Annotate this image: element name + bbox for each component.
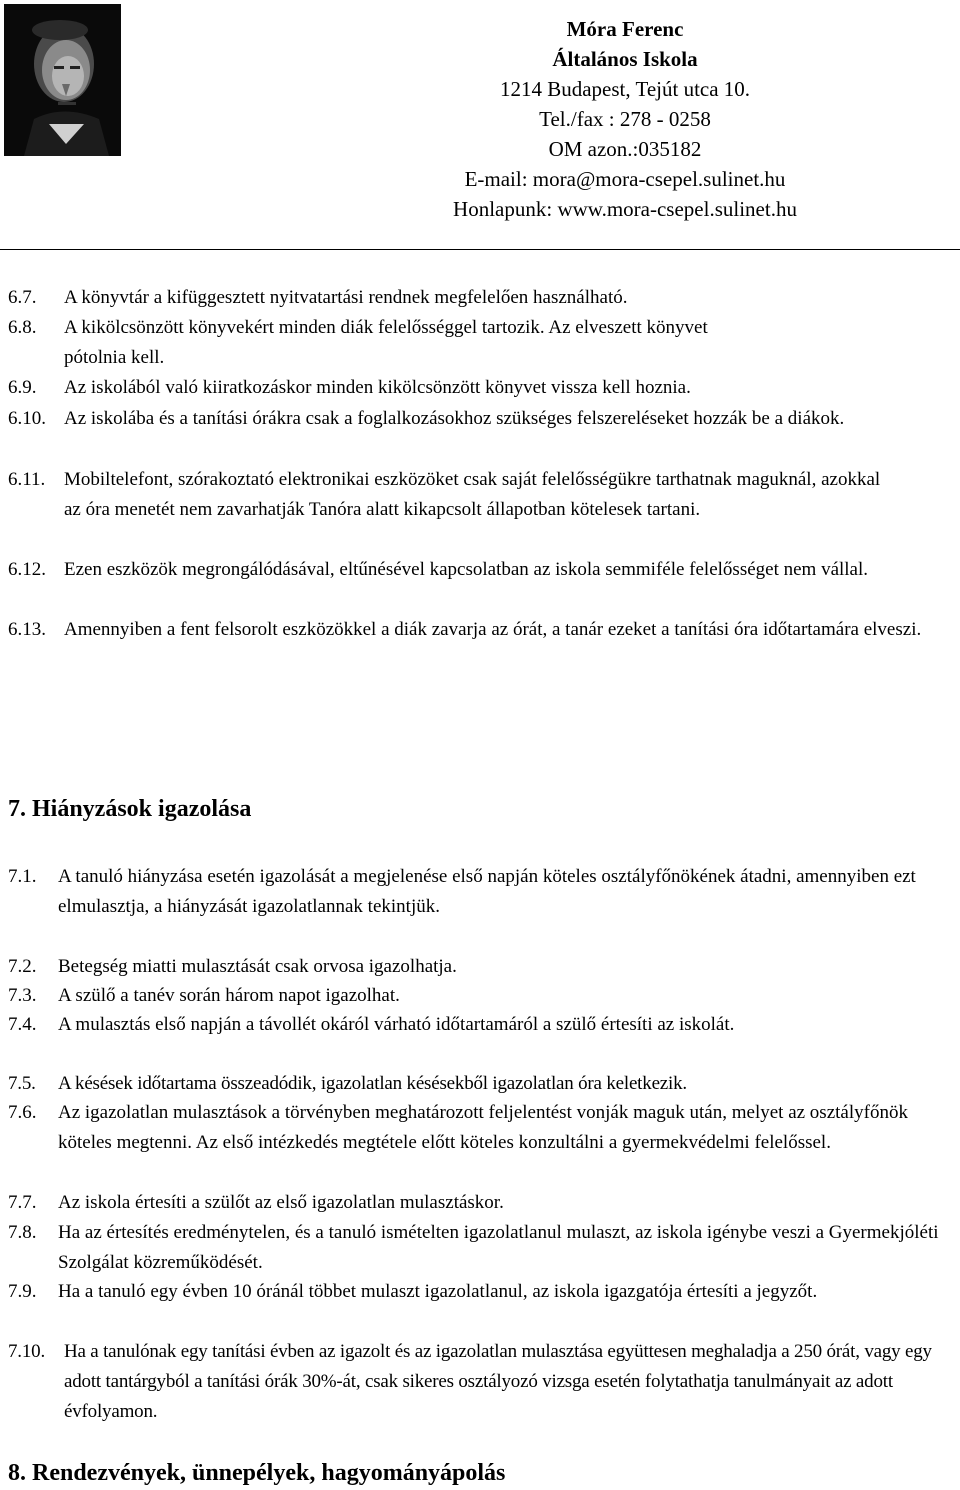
school-website: Honlapunk: www.mora-csepel.sulinet.hu xyxy=(453,197,797,221)
item-number: 6.7. xyxy=(8,287,37,308)
list-item-6-8 xyxy=(8,313,954,373)
list-item-7-10 xyxy=(8,1337,954,1427)
item-number: 6.10. xyxy=(8,408,46,429)
item-text: Mobiltelefont, szórakoztató elektronikai eszközöket csak saját felelősségükre tarthatnak maguknál, azokkal az óra menetét nem zavarhatják Tanóra alatt kikapcsolt állapotban kötelesek tartani. xyxy=(64,469,881,520)
list-item-7-6 xyxy=(8,1098,954,1158)
item-number: 7.6. xyxy=(8,1102,37,1123)
list-item-7-7 xyxy=(8,1188,954,1218)
item-text: A mulasztás első napján a távollét okáról várható időtartamáról a szülő értesíti az iskolát. xyxy=(58,1014,735,1035)
item-text: A kikölcsönzött könyvekért minden diák felelősséggel tartozik. Az elveszett könyvet pótolnia kell. xyxy=(64,317,708,368)
item-text: Az iskola értesíti a szülőt az első igazolatlan mulasztáskor. xyxy=(58,1192,504,1213)
item-text: A késések időtartama összeadódik, igazolatlan késésekből igazolatlan óra keletkezik. xyxy=(58,1073,687,1094)
item-number: 6.8. xyxy=(8,317,37,338)
list-item-6-11 xyxy=(8,465,954,525)
section-heading-7: 7. Hiányzások igazolása xyxy=(8,796,252,822)
school-name-line1: Móra Ferenc xyxy=(566,17,684,41)
item-number: 7.5. xyxy=(8,1073,36,1094)
list-item-6-12 xyxy=(8,555,954,585)
item-text: Az igazolatlan mulasztások a törvényben meghatározott feljelentést vonják maguk után, melyet az osztályfőnök köteles megtenni. Az első intézkedés megtétele előtt köteles konzultálni a gyermekvédelmi felelőssel. xyxy=(58,1102,908,1153)
school-name-line2: Általános Iskola xyxy=(552,47,698,71)
section-heading-8: 8. Rendezvények, ünnepélyek, hagyományápolás xyxy=(8,1460,506,1486)
list-item-7-3 xyxy=(8,981,954,1011)
item-text: A könyvtár a kifüggesztett nyitvatartási rendnek megfelelően használható. xyxy=(64,287,628,308)
item-text: Betegség miatti mulasztását csak orvosa igazolhatja. xyxy=(58,956,457,977)
list-item-7-5 xyxy=(8,1069,954,1099)
item-text: A szülő a tanév során három napot igazolhat. xyxy=(58,985,400,1006)
list-item-7-9 xyxy=(8,1277,954,1307)
list-item-7-4 xyxy=(8,1010,954,1040)
item-text: Ha a tanulónak egy tanítási évben az igazolt és az igazolatlan mulasztása együttesen meghaladja a 250 órát, vagy egy adott tantárgyból a tanítási órák 30%-át, csak sikeres osztályozó vizsga esetén folytathatja tanulmányait az adott évfolyamon. xyxy=(64,1341,932,1422)
item-number: 7.10. xyxy=(8,1341,46,1362)
list-item-6-7 xyxy=(8,283,954,313)
item-number: 6.9. xyxy=(8,377,37,398)
school-address: 1214 Budapest, Tejút utca 10. xyxy=(499,77,751,101)
item-number: 7.2. xyxy=(8,956,37,977)
item-number: 7.3. xyxy=(8,985,37,1006)
list-item-6-13 xyxy=(8,615,954,645)
list-item-6-9 xyxy=(8,373,954,403)
list-item-7-8 xyxy=(8,1218,954,1278)
school-phone: Tel./fax : 278 - 0258 xyxy=(539,107,711,131)
item-text: Ha a tanuló egy évben 10 óránál többet mulaszt igazolatlanul, az iskola igazgatója értesíti a jegyzőt. xyxy=(58,1281,818,1302)
item-number: 6.11. xyxy=(8,469,46,490)
item-number: 7.9. xyxy=(8,1281,37,1302)
item-text: Az iskolába és a tanítási órákra csak a foglalkozásokhoz szükséges felszereléseket hozzák be a diákok. xyxy=(64,408,845,429)
item-number: 7.7. xyxy=(8,1192,37,1213)
item-number: 6.13. xyxy=(8,619,46,640)
item-number: 7.8. xyxy=(8,1222,37,1243)
list-item-7-2 xyxy=(8,952,954,982)
header-divider xyxy=(0,249,960,250)
portrait-image xyxy=(4,4,121,156)
item-number: 7.1. xyxy=(8,866,37,887)
item-text: A tanuló hiányzása esetén igazolását a megjelenése első napján köteles osztályfőnökének átadni, amennyiben ezt elmulasztja, a hiányzását igazolatlannak tekintjük. xyxy=(58,866,916,917)
item-number: 7.4. xyxy=(8,1014,37,1035)
portrait-photo xyxy=(4,4,121,156)
item-text: Az iskolából való kiiratkozáskor minden kikölcsönzött könyvet vissza kell hoznia. xyxy=(64,377,691,398)
school-email: E-mail: mora@mora-csepel.sulinet.hu xyxy=(464,167,786,191)
item-text: Amennyiben a fent felsorolt eszközökkel a diák zavarja az órát, a tanár ezeket a tanítási óra időtartamára elveszi. xyxy=(64,619,922,640)
school-header xyxy=(300,14,950,224)
item-number: 6.12. xyxy=(8,559,46,580)
list-item-7-1 xyxy=(8,862,954,922)
item-text: Ezen eszközök megrongálódásával, eltűnésével kapcsolatban az iskola semmiféle felelősséget nem vállal. xyxy=(64,559,869,580)
list-item-6-10 xyxy=(8,404,954,434)
school-om-id: OM azon.:035182 xyxy=(548,137,702,161)
item-text: Ha az értesítés eredménytelen, és a tanuló ismételten igazolatlanul mulaszt, az iskola igénybe veszi a Gyermekjóléti Szolgálat közreműködését. xyxy=(58,1222,939,1273)
